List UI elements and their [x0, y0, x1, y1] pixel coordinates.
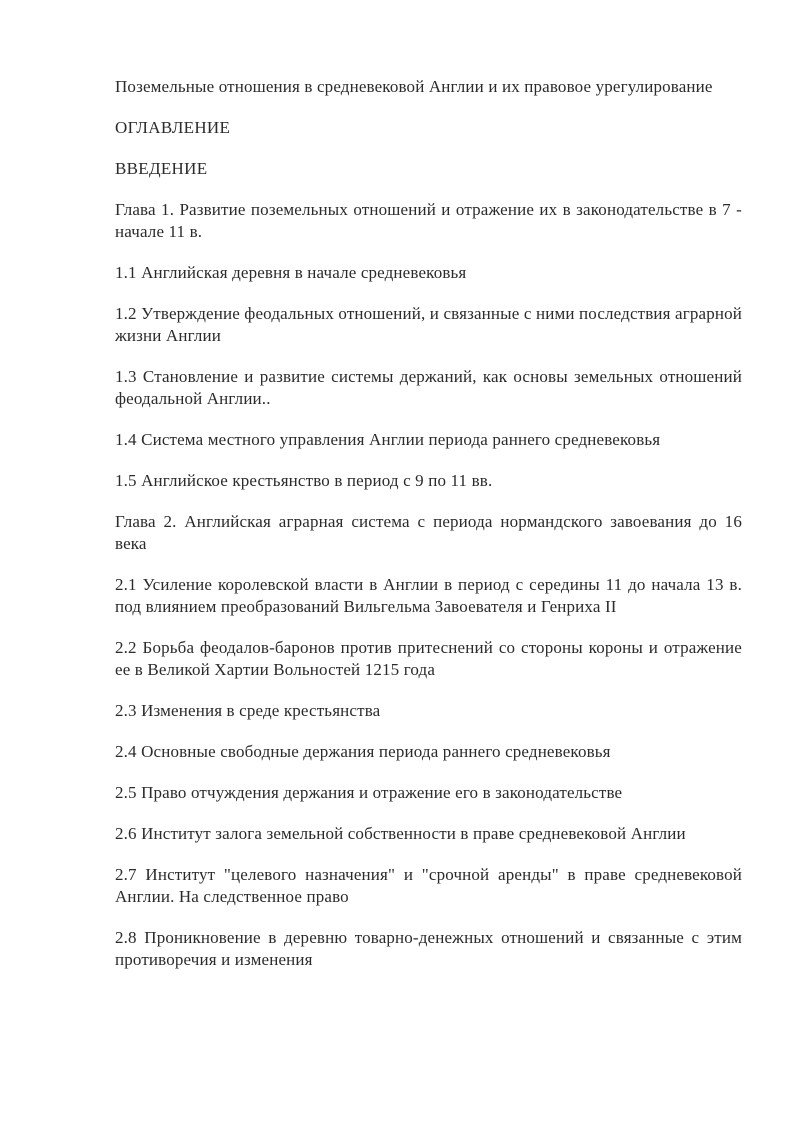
- toc-entry-1-2: 1.2 Утверждение феодальных отношений, и связанные с ними последствия аграрной жизни Англии: [115, 304, 742, 345]
- toc-heading: ОГЛАВЛЕНИЕ: [115, 118, 231, 137]
- toc-entry-2-7: 2.7 Институт "целевого назначения" и "срочной аренды" в праве средневековой Англии. На следственное право: [115, 865, 742, 906]
- toc-entry-2-6: 2.6 Институт залога земельной собственности в праве средневековой Англии: [115, 824, 686, 843]
- document-title: Поземельные отношения в средневековой Англии и их правовое урегулирование: [115, 77, 713, 96]
- document-content: [115, 76, 742, 990]
- toc-entry-2-1: 2.1 Усиление королевской власти в Англии в период с середины 11 до начала 13 в. под влиянием преобразований Вильгельма Завоевателя и Генриха II: [115, 575, 742, 616]
- toc-entry-2-3: 2.3 Изменения в среде крестьянства: [115, 701, 381, 720]
- toc-entry-1-3: 1.3 Становление и развитие системы держаний, как основы земельных отношений феодальной Англии..: [115, 367, 742, 408]
- toc-entry-2-5: 2.5 Право отчуждения держания и отражение его в законодательстве: [115, 783, 623, 802]
- toc-entry-1-5: 1.5 Английское крестьянство в период с 9 по 11 вв.: [115, 471, 493, 490]
- toc-entry-introduction: ВВЕДЕНИЕ: [115, 159, 208, 178]
- toc-entry-2-4: 2.4 Основные свободные держания периода раннего средневековья: [115, 742, 611, 761]
- toc-entry-1-4: 1.4 Система местного управления Англии периода раннего средневековья: [115, 430, 661, 449]
- toc-entry-1-1: 1.1 Английская деревня в начале средневековья: [115, 263, 467, 282]
- toc-entry-2-2: 2.2 Борьба феодалов-баронов против притеснений со стороны короны и отражение ее в Великой Хартии Вольностей 1215 года: [115, 638, 742, 679]
- toc-entry-chapter-1: Глава 1. Развитие поземельных отношений и отражение их в законодательстве в 7 - начале 11 в.: [115, 200, 742, 241]
- toc-entry-chapter-2: Глава 2. Английская аграрная система с периода нормандского завоевания до 16 века: [115, 512, 742, 553]
- toc-entry-2-8: 2.8 Проникновение в деревню товарно-денежных отношений и связанные с этим противоречия и изменения: [115, 928, 742, 969]
